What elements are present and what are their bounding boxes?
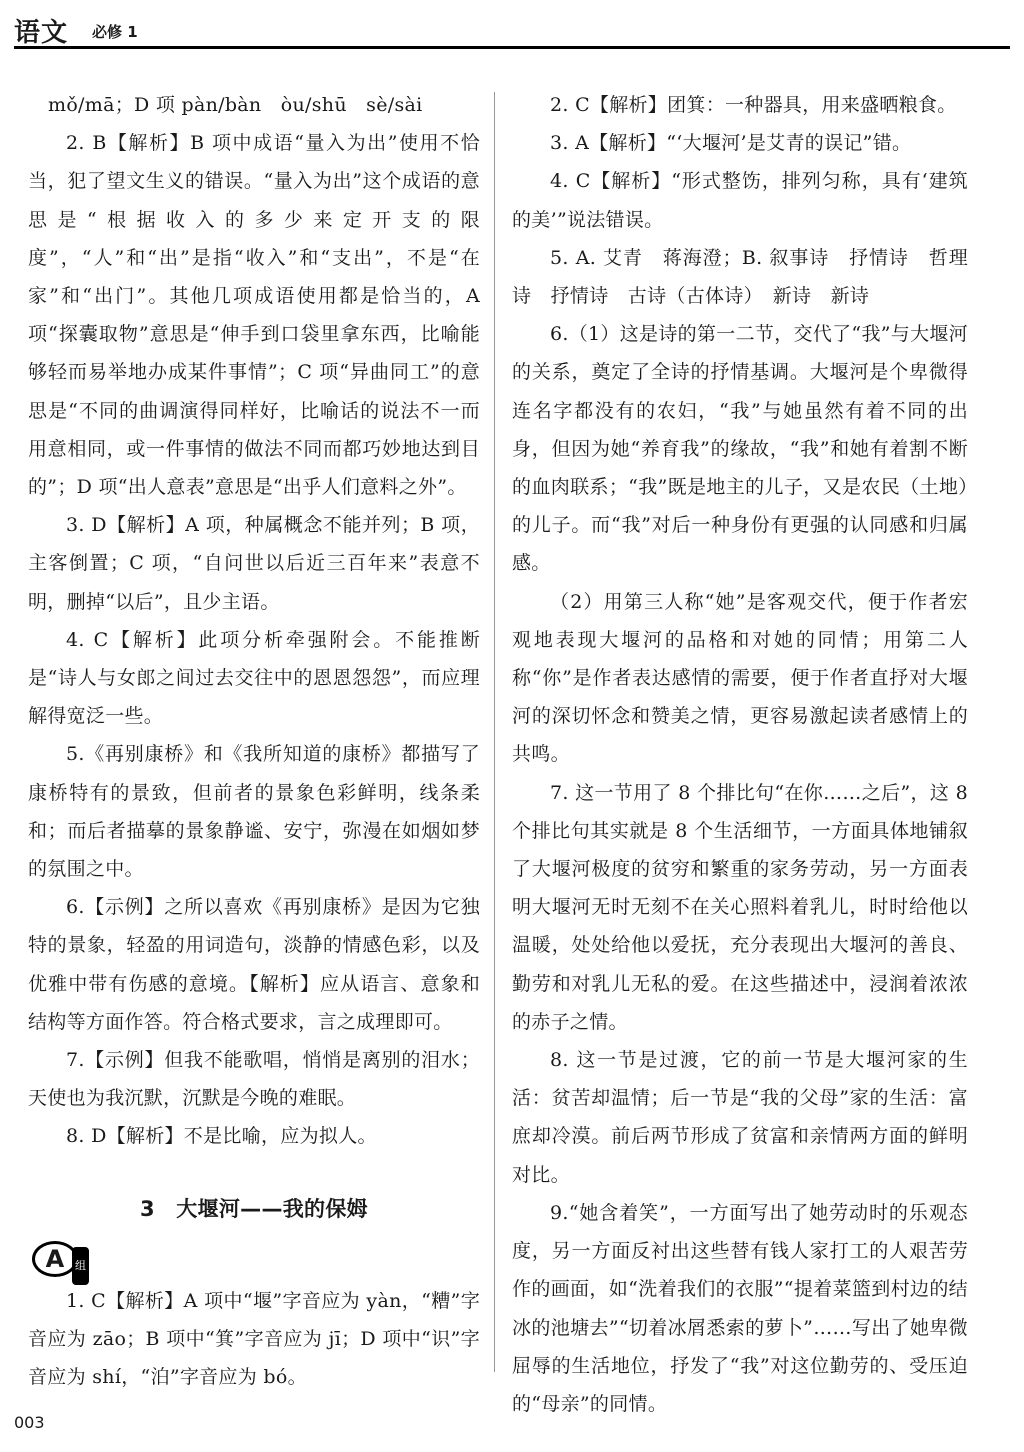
answer-item: 3. D【解析】A 项，种属概念不能并列；B 项，主客倒置；C 项，“自问世以后近三百年来”表意不明，删掉“以后”，且少主语。 (28, 514, 480, 613)
answer-item: 9.“她含着笑”，一方面写出了她劳动时的乐观态度，另一方面反衬出这些替有钱人家打工的人艰苦劳作的画面，如“洗着我们的衣服”“提着菜篮到村边的结冰的池塘去”“切着冰屑悉索的萝卜”……写出了她卑微屈辱的生活地位，抒发了“我”对这位勤劳的、受压迫的“母亲”的同情。 (512, 1201, 968, 1415)
right-column (512, 86, 968, 1423)
subject-title: 语文 (14, 18, 69, 48)
answer-item: 7. 这一节用了 8 个排比句“在你……之后”，这 8 个排比句其实就是 8 个生活细节，一方面具体地铺叙了大堰河极度的贫穷和繁重的家务劳动，另一方面表明大堰河无时无刻不在关心照料着乳儿，时时给他以温暖，处处给他以爱抚，充分表现出大堰河的善良、勤劳和对乳儿无私的爱。在这些描述中，浸润着浓浓的赤子之情。 (512, 781, 968, 1033)
answer-item: 3. A【解析】“‘大堰河’是艾青的误记”错。 (550, 132, 912, 155)
answer-item: 6.【示例】之所以喜欢《再别康桥》是因为它独特的景象，轻盈的用词造句，淡静的情感色彩，以及优雅中带有伤感的意境。【解析】应从语言、意象和结构等方面作答。符合格式要求，言之成理即可。 (28, 896, 480, 1033)
badge-tag: 组 (72, 1247, 89, 1285)
answer-item: 5.《再别康桥》和《我所知道的康桥》都描写了康桥特有的景致，但前者的景象色彩鲜明，线条柔和；而后者描摹的景象静谧、安宁，弥漫在如烟如梦的氛围之中。 (28, 743, 480, 881)
volume-label: 必修 1 (92, 23, 138, 41)
answer-item: 8. 这一节是过渡，它的前一节是大堰河家的生活：贫苦却温情；后一节是“我的父母”家的生活：富庶却冷漠。前后两节形成了贫富和亲情两方面的鲜明对比。 (512, 1049, 968, 1186)
answer-item: mǒ/mā；D 项 pàn/bàn òu/shū sè/sài (48, 94, 423, 116)
page-header (14, 12, 1010, 49)
answer-item: 4. C【解析】此项分析牵强附会。不能推断是“诗人与女郎之间过去交往中的恩恩怨怨”，而应理解得宽泛一些。 (28, 628, 480, 728)
left-column (28, 86, 480, 1397)
answer-item: （2）用第三人称“她”是客观交代，便于作者宏观地表现大堰河的品格和对她的同情；用第二人称“你”是作者表达感情的需要，便于作者直抒对大堰河的深切怀念和赞美之情，更容易激起读者感情上的共鸣。 (512, 590, 968, 766)
group-a-badge-icon (32, 1242, 89, 1276)
page-number: 003 (14, 1413, 45, 1432)
answer-item: 2. C【解析】团箕：一种器具，用来盛晒粮食。 (550, 94, 957, 116)
answer-item: 4. C【解析】“形式整饬，排列匀称，具有‘建筑的美’”说法错误。 (512, 170, 968, 231)
answer-item: 6.（1）这是诗的第一二节，交代了“我”与大堰河的关系，奠定了全诗的抒情基调。大堰河是个卑微得连名字都没有的农妇，“我”与她虽然有着不同的出身，但因为她“养育我”的缘故，“我”和她有着割不断的血肉联系；“我”既是地主的儿子，又是农民（土地）的儿子。而“我”对后一种身份有更强的认同感和归属感。 (512, 323, 968, 575)
answer-item: 8. D【解析】不是比喻，应为拟人。 (66, 1125, 377, 1148)
answer-item: 7.【示例】但我不能歌唱，悄悄是离别的泪水；天使也为我沉默，沉默是今晚的难眠。 (28, 1049, 480, 1110)
column-divider (494, 92, 495, 1372)
answer-item: 1. C【解析】A 项中“堰”字音应为 yàn，“糟”字音应为 zāo；B 项中“箕”字音应为 jī；D 项中“识”字音应为 shí，“泊”字音应为 bó。 (28, 1289, 480, 1389)
answer-item: 2. B【解析】B 项中成语“量入为出”使用不恰当，犯了望文生义的错误。“量入为出”这个成语的意思是“根据收入的多少来定开支的限度”，“人”和“出”是指“收入”和“支出”，不是“在家”和“出门”。其他几项成语使用都是恰当的，A 项“探囊取物”意思是“伸手到口袋里拿东西，比喻能够轻而易举地办成某件事情”；C 项“异曲同工”的意思是“不同的曲调演得同样好，比喻话的说法不一而用意相同，或一件事情的做法不同而都巧妙地达到目的”；D 项“出人意表”意思是“出乎人们意料之外”。 (28, 132, 480, 499)
section-title: 3 大堰河——我的保姆 (140, 1196, 368, 1221)
badge-letter: A (32, 1241, 78, 1277)
answer-item: 5. A. 艾青 蒋海澄；B. 叙事诗 抒情诗 哲理诗 抒情诗 古诗（古体诗） 新诗 新诗 (512, 246, 968, 308)
